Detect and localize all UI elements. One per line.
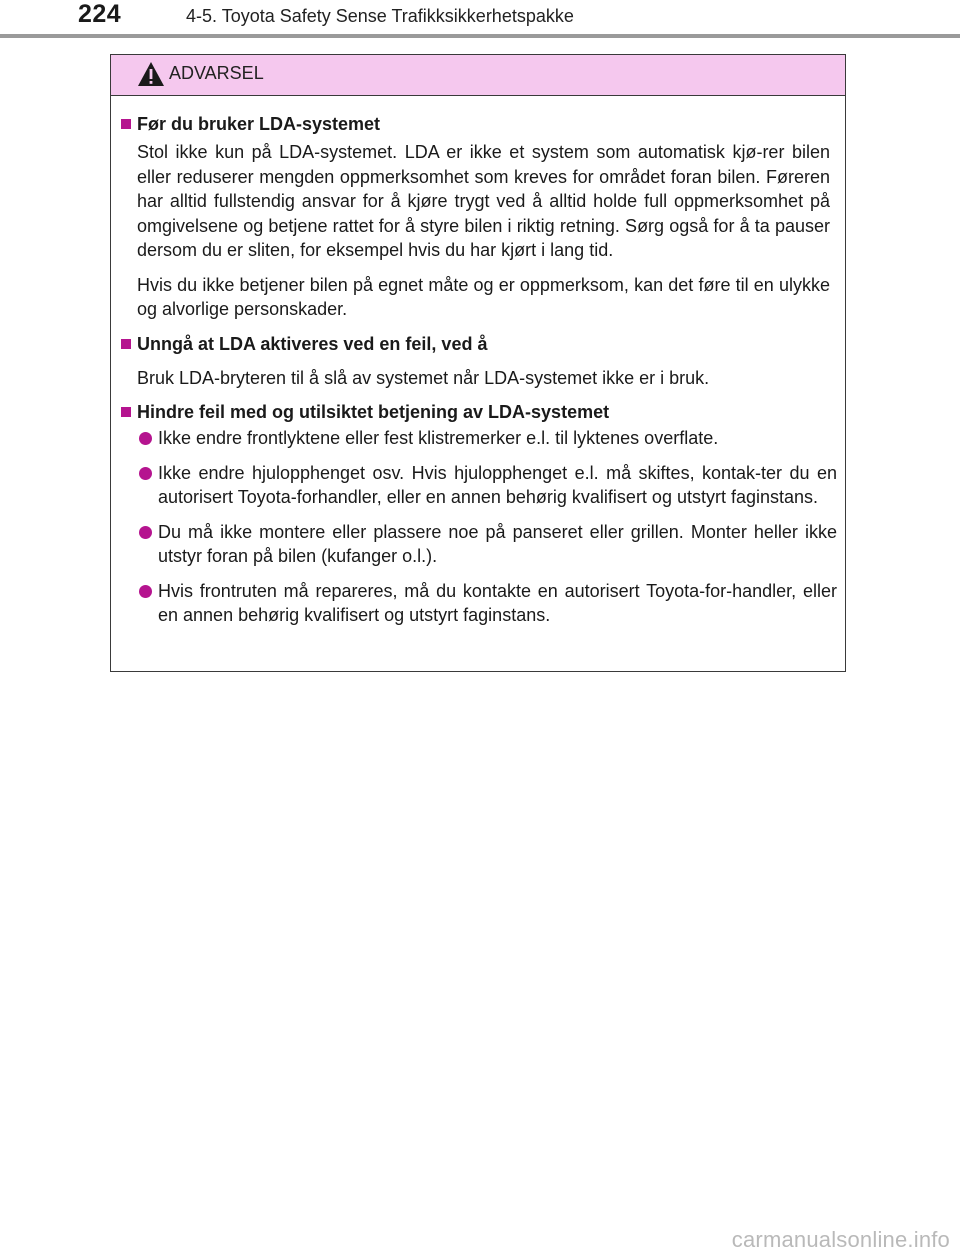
header-divider bbox=[0, 34, 960, 38]
section-heading bbox=[119, 332, 837, 356]
circle-bullet-icon bbox=[139, 432, 152, 445]
page-header bbox=[0, 0, 960, 40]
section-title: 4-5. Toyota Safety Sense Trafikksikkerhetspakke bbox=[186, 6, 574, 26]
warning-triangle-icon bbox=[137, 61, 165, 87]
list-item bbox=[139, 520, 837, 569]
circle-bullet-icon bbox=[139, 467, 152, 480]
list-item bbox=[139, 579, 837, 628]
circle-bullet-icon bbox=[139, 585, 152, 598]
section-heading-text: Unngå at LDA aktiveres ved en feil, ved å bbox=[137, 333, 488, 354]
paragraph: Bruk LDA-bryteren til å slå av systemet når LDA-systemet ikke er i bruk. bbox=[137, 367, 710, 388]
square-bullet-icon bbox=[121, 339, 131, 349]
section-heading-text: Før du bruker LDA-systemet bbox=[137, 114, 381, 134]
list-item-text: Ikke endre hjulopphenget osv. Hvis hjulopphenget e.l. må skiftes, kontak-ter du en autorisert Toyota-forhandler, eller en annen behørig kvalifisert og utstyrt faginstans. bbox=[158, 462, 837, 507]
section-heading bbox=[119, 400, 837, 424]
section-heading-text: Hindre feil med og utilsiktet betjening av LDA-systemet bbox=[137, 402, 610, 422]
page-number: 224 bbox=[78, 0, 122, 28]
list-item bbox=[139, 461, 837, 510]
list-item-text: Ikke endre frontlyktene eller fest klistremerker e.l. til lyktenes overflate. bbox=[158, 428, 719, 448]
paragraph: Stol ikke kun på LDA-systemet. LDA er ikke et system som automatisk kjø-rer bilen eller reduserer mengden oppmerksomhet som kreves for området foran bilen. Føreren har alltid fullstendig ansvar for å kjøre trygt ved å alltid holde full oppmerksomhet på omgivelsene og betjene rattet for å styre bilen i riktig retning. Sørg også for å ta pauser dersom du er sliten, for eksempel hvis du har kjørt i lang tid. bbox=[137, 142, 830, 260]
watermark: carmanualsonline.info bbox=[731, 1227, 950, 1252]
list-item-text: Hvis frontruten må repareres, må du kontakte en autorisert Toyota-for-handler, eller en annen behørig kvalifisert og utstyrt faginstans. bbox=[158, 580, 837, 625]
list-item bbox=[139, 426, 837, 451]
paragraph: Hvis du ikke betjener bilen på egnet måte og er oppmerksom, kan det føre til en ulykke og alvorlige personskader. bbox=[137, 274, 830, 319]
warning-label: ADVARSEL bbox=[169, 63, 264, 83]
warning-body bbox=[111, 96, 845, 628]
section-heading bbox=[119, 112, 837, 136]
square-bullet-icon bbox=[121, 119, 131, 129]
warning-header bbox=[111, 55, 845, 96]
circle-bullet-icon bbox=[139, 526, 152, 539]
list-item-text: Du må ikke montere eller plassere noe på panseret eller grillen. Monter heller ikke utstyr foran på bilen (kufanger o.l.). bbox=[158, 521, 837, 566]
square-bullet-icon bbox=[121, 407, 131, 417]
warning-box bbox=[110, 54, 846, 672]
